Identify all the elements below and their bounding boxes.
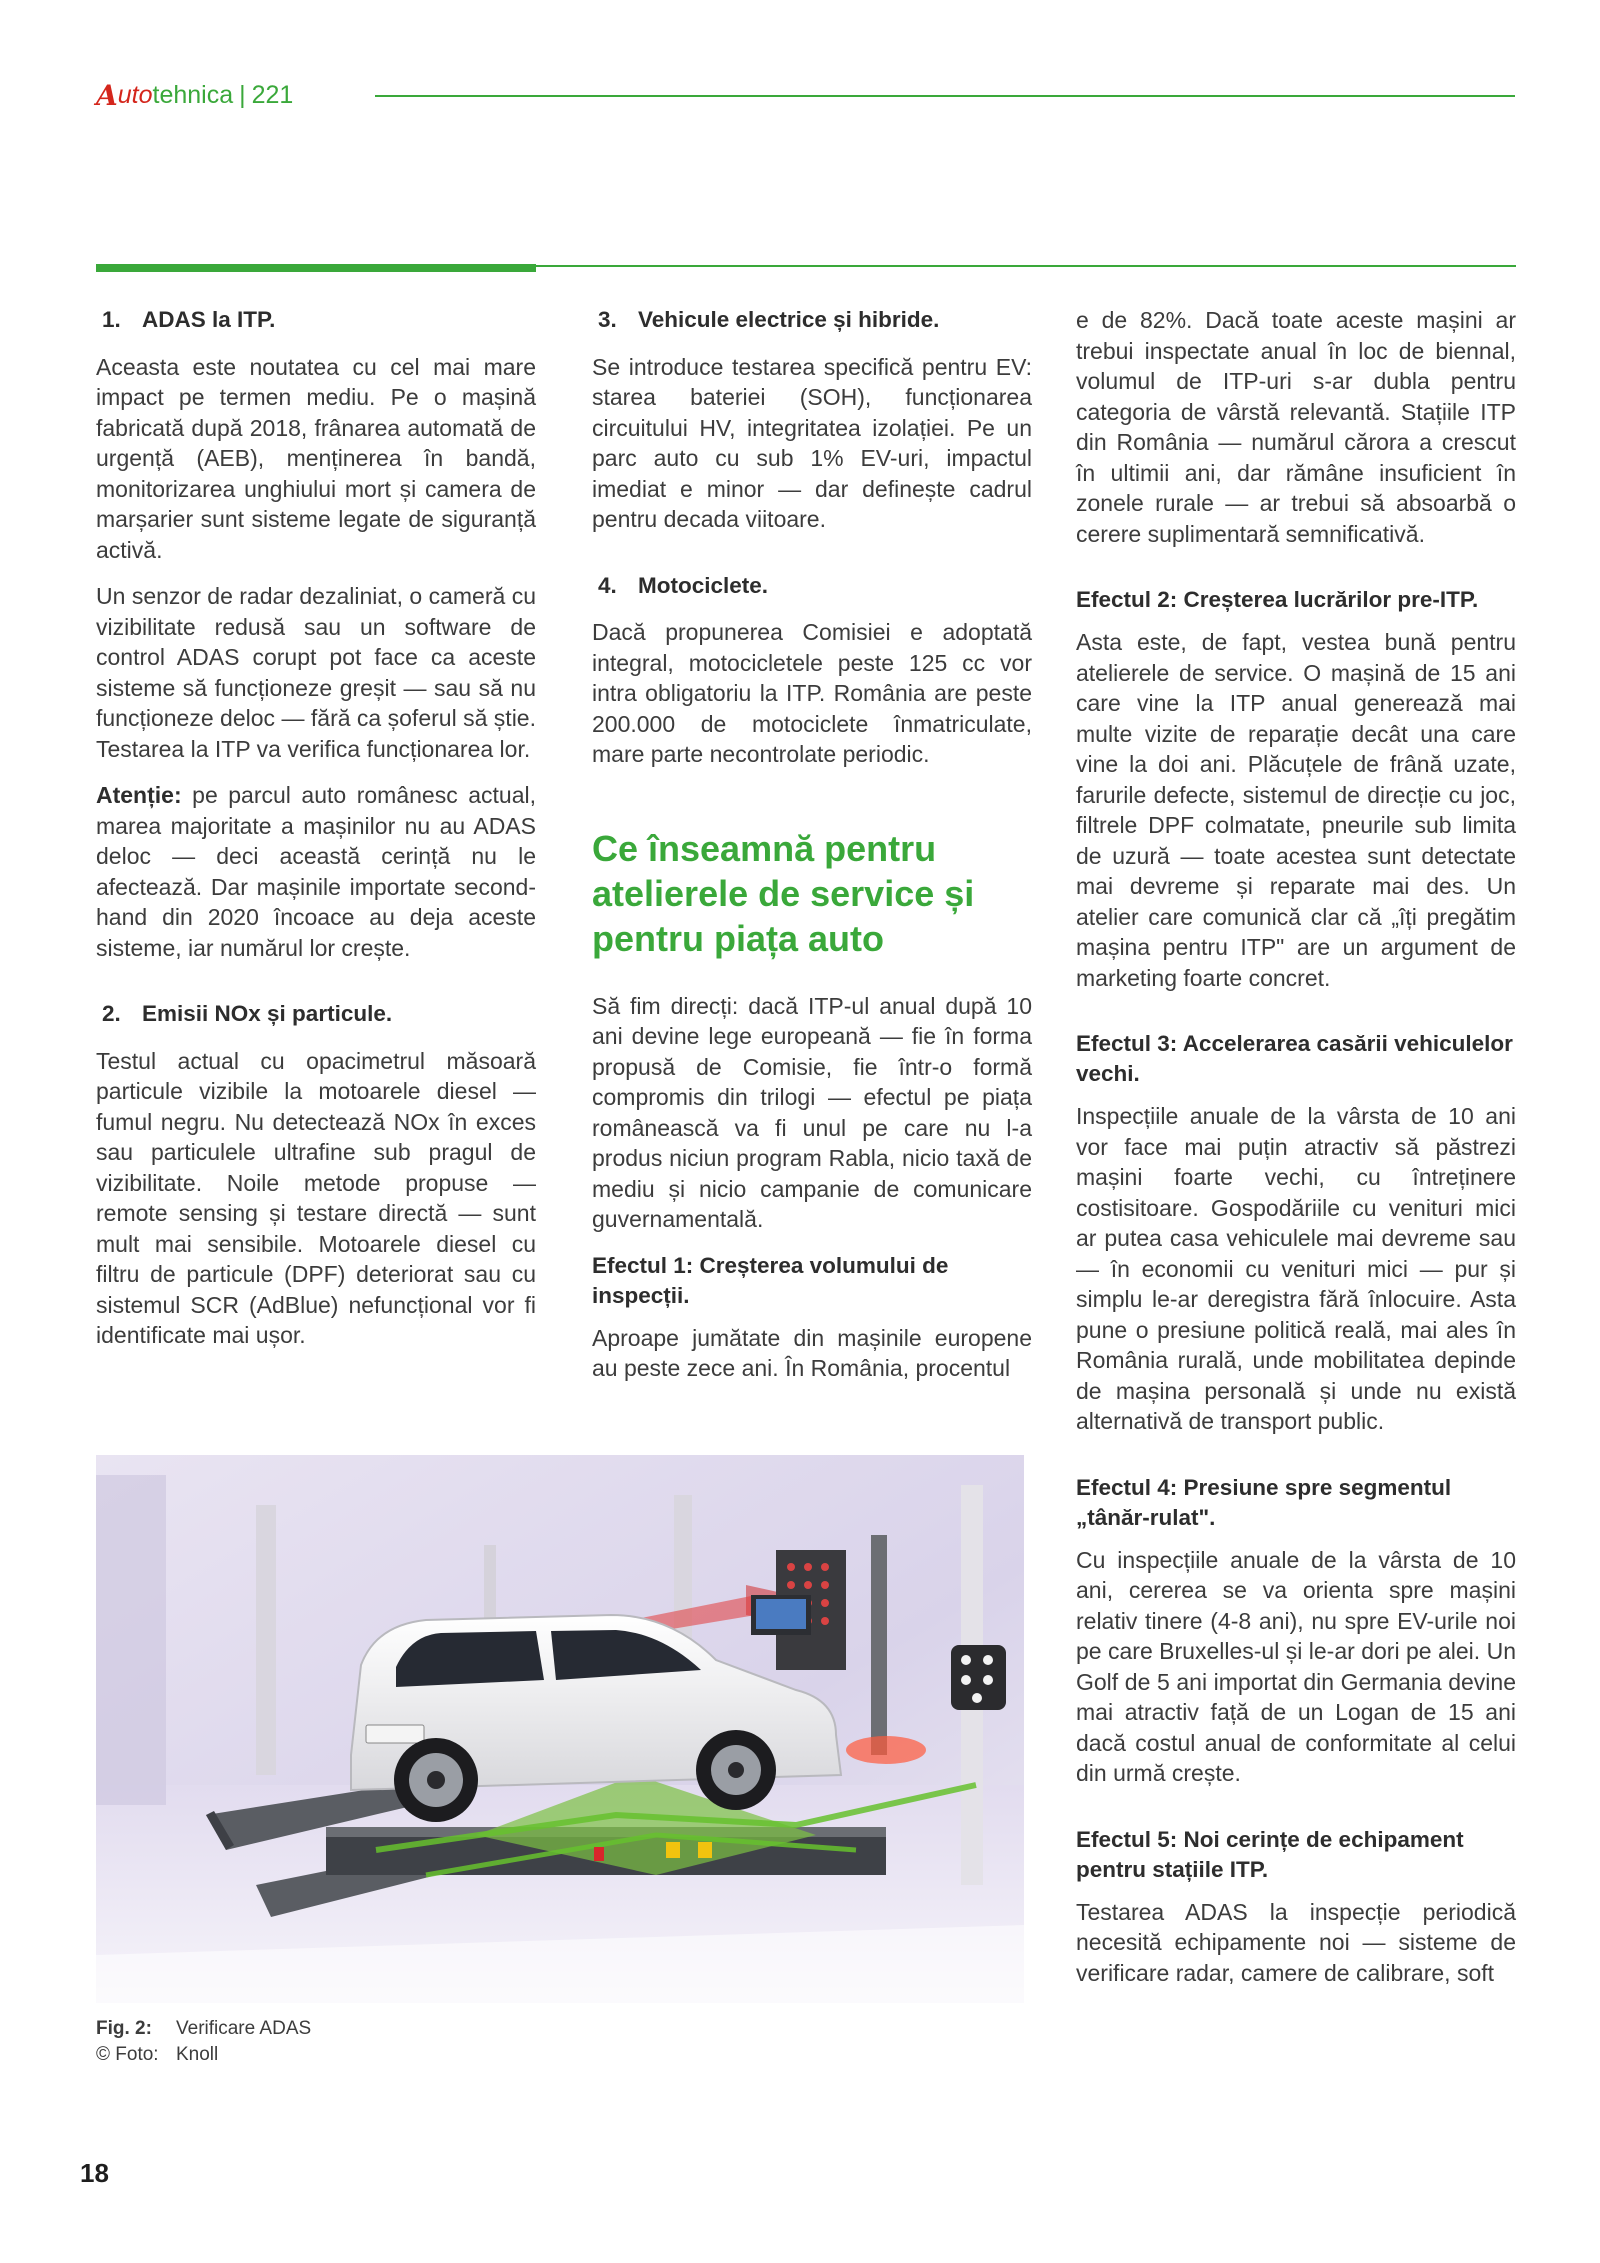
section-headline: Ce înseamnă pentru atelierele de service și pentru piața auto <box>592 827 975 959</box>
issue-number: 221 <box>251 80 294 109</box>
logo-word: uto <box>117 80 153 109</box>
figure-caption <box>96 2016 311 2068</box>
paragraph: Dacă propunerea Comisiei e adoptată integral, motocicletele peste 125 cc vor intra obligatoriu la ITP. România are peste 200.000 de motociclete înmatriculate, mare parte necontrolate periodic. <box>592 619 1032 767</box>
logo-separator: | <box>239 80 246 109</box>
paragraph: Aproape jumătate din mașinile europene au peste zece ani. În România, procentul <box>592 1324 1032 1381</box>
paragraph: Aceasta este noutatea cu cel mai mare impact pe termen mediu. Pe o mașină fabricată după 2018, frânarea automată de urgență (AEB), menținerea în bandă, monitorizarea unghiului mort și camera de marșarier sunt sisteme legate de siguranță activă. <box>96 353 536 563</box>
heading-emissions: 2. Emisii NOx și particule. <box>102 1001 393 1026</box>
section-rule-accent <box>96 264 536 272</box>
page-number: 18 <box>80 2158 109 2188</box>
caption-text: Verificare ADAS <box>176 2018 312 2039</box>
heading-motorcycles: 4. Motociclete. <box>598 572 769 598</box>
credit-text: Knoll <box>176 2044 219 2065</box>
heading-ev: 3. Vehicule electrice și hibride. <box>598 307 940 332</box>
paragraph: Testul actual cu opacimetrul măsoară particule vizibile la motoarele diesel — fumul negru. Nu detectează NOx în exces sau particulele ultrafine sub pragul de vizibilitate. Noile metode propuse — remote sensing și testare directă — sunt mult mai sensibile. Motoarele diesel cu filtru de particule (DPF) deteriorat sau cu sistemul SCR (AdBlue) nefuncțional vor fi identificate mai ușor. <box>96 1047 536 1348</box>
publication-logo <box>96 80 293 110</box>
caption-label: Fig. 2: <box>96 2018 152 2039</box>
subheading-effect-4: Efectul 4: Presiune spre segmentul „tânăr-rulat". <box>1076 1474 1452 1530</box>
figure-adas-photo <box>96 1455 1024 2003</box>
subheading-effect-1: Efectul 1: Creșterea volumului de inspecții. <box>592 1252 949 1308</box>
subheading-effect-2: Efectul 2: Creșterea lucrărilor pre-ITP. <box>1076 587 1479 612</box>
paragraph: e de 82%. Dacă toate aceste mașini ar trebui inspectate anual în loc de biennal, volumul de ITP-uri s-ar dubla pentru categoria de vârstă relevantă. Stațiile ITP din România — numărul cărora a crescut în ultimii ani, dar rămâne insuficient în zonele rurale — ar trebui să absoarbă o cerere suplimentară semnificativă. <box>1076 307 1516 547</box>
paragraph: Testarea ADAS la inspecție periodică necesită echipamente noi — sisteme de verificare radar, camere de calibrare, soft <box>1076 1898 1516 1986</box>
paragraph: Un senzor de radar dezaliniat, o cameră cu vizibilitate redusă sau un software de control ADAS corupt pot face ca aceste sisteme să funcționeze greșit — sau să nu funcționeze deloc — fără ca șoferul să știe. Testarea la ITP va verifica funcționarea lor. <box>96 583 536 762</box>
subheading-effect-3: Efectul 3: Accelerarea casării vehiculelor vechi. <box>1076 1031 1513 1086</box>
paragraph: Asta este, de fapt, vestea bună pentru atelierele de service. O mașină de 15 ani care vine la ITP anual generează mai multe vizite de reparație decât una care vine la doi ani. Plăcuțele de frână uzate, farurile defecte, sistemul de direcție cu joc, filtrele DPF colmatate, pneurile sub limita de uzură — toate acestea sunt detectate mai devreme și reparate mai des. Un atelier care comunică clar că „îți pregătim mașina pentru ITP" are un argument de marketing foarte concret. <box>1076 629 1516 991</box>
column-3 <box>1076 305 1516 2004</box>
paragraph: Să fim direcți: dacă ITP-ul anual după 10 ani devine lege europeană — fie în forma propusă de Comisie, fie într-o formă compromis din trilogi — efectul pe piața românească va fi unul pe care nu l-a produs niciun program Rabla, nicio taxă de mediu și nicio campanie de comunicare guvernamentală. <box>592 992 1032 1232</box>
logo-rest: tehnica <box>152 80 234 109</box>
attention-label: Atenție: <box>96 782 182 808</box>
paragraph-attention: Atenție: pe parcul auto românesc actual, marea majoritate a mașinilor nu au ADAS deloc — deci această cerință nu le afectează. Dar mașinile importate second-hand din 2020 încoace au deja aceste sisteme, iar numărul lor crește. <box>96 782 536 961</box>
credit-label: © Foto: <box>96 2044 159 2065</box>
column-1 <box>96 305 536 1367</box>
header-rule <box>375 95 1515 97</box>
subheading-effect-5: Efectul 5: Noi cerințe de echipament pentru stațiile ITP. <box>1076 1826 1464 1882</box>
column-2 <box>592 305 1032 1400</box>
paragraph: Se introduce testarea specifică pentru EV: starea bateriei (SOH), funcționarea circuitului HV, integritatea izolației. Pe un parc auto cu sub 1% EV-uri, impactul imediat e minor — dar definește cadrul pentru decada viitoare. <box>592 353 1032 532</box>
paragraph: Cu inspecțiile anuale de la vârsta de 10 ani, cererea se va orienta spre mașini relativ tinere (4-8 ani), nu spre EV-urile noi pe care Bruxelles-ul și le-ar dori pe alei. Un Golf de 5 ani importat din Germania devine mai atractiv față de un Logan de 15 ani dacă costul anual de conformitate al celui din urmă crește. <box>1076 1546 1516 1786</box>
logo-mark: A <box>96 78 117 112</box>
heading-adas: 1. ADAS la ITP. <box>102 307 276 332</box>
paragraph: Inspecțiile anuale de la vârsta de 10 ani vor face mai puțin atractiv să păstrezi mașini foarte vechi, cu întreținere costisitoare. Gospodăriile cu venituri mici ar putea casa vehiculele mai devreme sau — în economii cu venituri mici — pur și simplu le-ar deregistra fără înlocuire. Asta pune o presiune politică reală, mai ales în România rurală, unde mobilitatea depinde de mașina personală și unde nu există alternativă de transport public. <box>1076 1103 1516 1434</box>
